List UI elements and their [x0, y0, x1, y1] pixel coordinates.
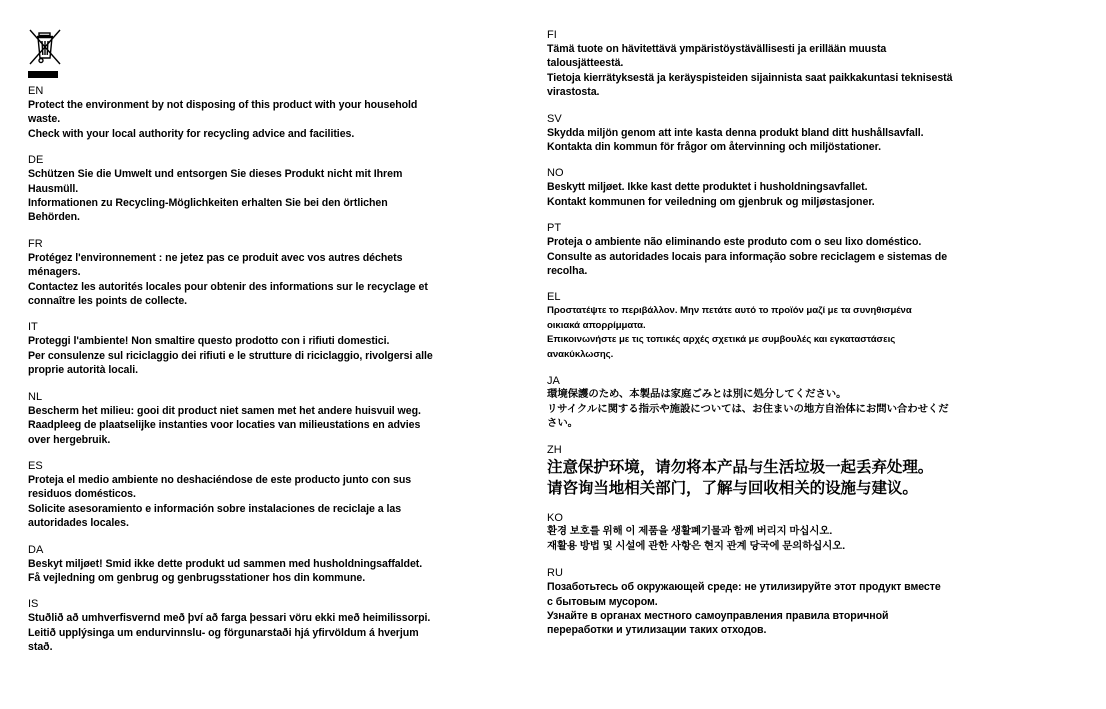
notice-text-line: Bescherm het milieu: gooi dit product niet samen met het andere huisvuil weg. — [28, 404, 421, 417]
crossed-out-wheelie-bin-icon — [28, 28, 62, 82]
language-section-de — [28, 153, 498, 225]
notice-text-line: autoridades locales. — [28, 517, 129, 530]
language-section-is — [28, 597, 498, 654]
notice-text-line: 注意保护环境，请勿将本产品与生活垃圾一起丢弃处理。 — [547, 459, 934, 477]
notice-text-line: Leitið upplýsinga um endurvinnslu- og förgunarstaði hjá yfirvöldum á hverjum — [28, 626, 419, 639]
language-code: IS — [28, 598, 39, 611]
language-code: DA — [28, 543, 44, 556]
language-section-pt — [547, 221, 1027, 278]
language-code: EN — [28, 85, 44, 97]
notice-text-line: residuos domésticos. — [28, 488, 136, 501]
language-code: SV — [547, 112, 562, 125]
language-section-fr — [28, 237, 498, 309]
language-code: ZH — [547, 444, 562, 457]
language-section-sv — [547, 112, 1027, 155]
language-code: RU — [547, 567, 563, 580]
notice-text-line: Få vejledning om genbrug og genbrugsstationer hos din kommune. — [28, 571, 366, 584]
language-code: EL — [547, 291, 561, 304]
language-code: JA — [547, 375, 560, 388]
notice-text-line: ανακύκλωσης. — [547, 348, 614, 360]
language-code: FR — [28, 237, 43, 250]
language-code: FI — [547, 29, 557, 41]
notice-text-line: Solicite asesoramiento e información sobre instalaciones de reciclaje a las — [28, 502, 402, 515]
right-column — [547, 28, 1027, 650]
notice-text-line: Consulte as autoridades locais para informação sobre reciclagem e sistemas de — [547, 250, 948, 263]
language-section-es — [28, 459, 498, 531]
notice-text-line: 環境保護のため、本製品は家庭ごみとは別に処分してください。 — [547, 389, 847, 401]
language-section-nl — [28, 390, 498, 447]
notice-text-line: over hergebruik. — [28, 433, 111, 446]
notice-text-line: 재활용 방법 및 시설에 관한 사항은 현지 관계 당국에 문의하십시오. — [547, 540, 846, 552]
notice-text-line: recolha. — [547, 265, 588, 278]
notice-text-line: Informationen zu Recycling-Möglichkeiten erhalten Sie bei den örtlichen — [28, 197, 388, 210]
language-section-el — [547, 290, 1027, 362]
notice-text-line: Kontakt kommunen for veiledning om gjenbruk og miljøstasjoner. — [547, 195, 875, 208]
language-section-en — [28, 84, 498, 141]
notice-text-line: Tämä tuote on hävitettävä ympäristöystävällisesti ja erillään muusta — [547, 43, 887, 55]
notice-text-line: Protégez l'environnement : ne jetez pas ce produit avec vos autres déchets — [28, 251, 403, 264]
language-section-no — [547, 166, 1027, 209]
notice-text-line: talousjätteestä. — [547, 57, 624, 70]
notice-text-line: さい。 — [547, 417, 579, 429]
notice-text-line: Protect the environment by not disposing of this product with your household — [28, 99, 418, 111]
notice-text-line: Позаботьтесь об окружающей среде: не утилизируйте этот продукт вместе — [547, 581, 941, 594]
left-sections — [28, 84, 498, 655]
left-column — [28, 28, 498, 667]
notice-text-line: Beskytt miljøet. Ikke kast dette produktet i husholdningsavfallet. — [547, 181, 868, 194]
notice-text-line: Skydda miljön genom att inte kasta denna produkt bland ditt hushållsavfall. — [547, 126, 924, 139]
notice-text-line: connaître les points de collecte. — [28, 295, 188, 308]
notice-text-line: waste. — [28, 113, 61, 126]
notice-text-line: Узнайте в органах местного самоуправления правила вторичной — [547, 609, 889, 622]
notice-text-line: Per consulenze sul riciclaggio dei rifiuti e le strutture di riciclaggio, rivolgersi alle — [28, 349, 433, 362]
language-section-it — [28, 320, 498, 377]
notice-text-line: с бытовым мусором. — [547, 595, 658, 608]
notice-text-line: Check with your local authority for recycling advice and facilities. — [28, 127, 355, 140]
language-code: ES — [28, 459, 43, 472]
notice-text-line: 请咨询当地相关部门，了解与回收相关的设施与建议。 — [547, 480, 918, 498]
language-section-ja — [547, 374, 1027, 431]
notice-text-line: Hausmüll. — [28, 182, 79, 195]
notice-text-line: Contactez les autorités locales pour obtenir des informations sur le recyclage et — [28, 280, 428, 293]
notice-text-line: 환경 보호를 위해 이 제품을 생활폐기물과 함께 버리지 마십시오. — [547, 526, 833, 538]
notice-text-line: Behörden. — [28, 211, 80, 224]
notice-text-line: Proteja el medio ambiente no deshaciéndose de este producto junto con sus — [28, 473, 412, 486]
language-code: KO — [547, 512, 563, 525]
notice-text-line: переработки и утилизации таких отходов. — [547, 624, 767, 637]
notice-text-line: Επικοινωνήστε με τις τοπικές αρχές σχετικά με συμβουλές και εγκαταστάσεις — [547, 334, 896, 346]
language-code: NL — [28, 390, 43, 403]
notice-text-line: リサイクルに関する指示や施設については、お住まいの地方自治体にお問い合わせくだ — [547, 403, 949, 415]
language-section-ko — [547, 511, 1027, 554]
language-section-fi — [547, 28, 1027, 100]
notice-text-line: ménagers. — [28, 266, 81, 279]
notice-text-line: Προστατέψτε το περιβάλλον. Μην πετάτε αυτό το προϊόν μαζί με τα συνηθισμένα — [547, 305, 912, 317]
notice-text-line: virastosta. — [547, 86, 600, 99]
notice-text-line: Raadpleeg de plaatselijke instanties voor locaties van milieustations en advies — [28, 419, 421, 432]
language-section-zh — [547, 443, 1027, 499]
notice-text-line: proprie autorità locali. — [28, 364, 139, 377]
notice-text-line: Proteja o ambiente não eliminando este produto com o seu lixo doméstico. — [547, 236, 922, 249]
notice-text-line: Beskyt miljøet! Smid ikke dette produkt ud sammen med husholdningsaffaldet. — [28, 557, 423, 570]
notice-text-line: Stuðlið að umhverfisvernd með því að farga þessari vöru ekki með heimilissorpi. — [28, 612, 431, 625]
notice-text-line: Tietoja kierrätyksestä ja keräyspisteiden sijainnista saat paikkakuntasi teknisestä — [547, 71, 953, 84]
notice-text-line: Schützen Sie die Umwelt und entsorgen Sie dieses Produkt nicht mit Ihrem — [28, 168, 403, 181]
notice-text-line: οικιακά απορρίμματα. — [547, 319, 646, 331]
notice-text-line: Proteggi l'ambiente! Non smaltire questo prodotto con i rifiuti domestici. — [28, 335, 390, 348]
language-code: DE — [28, 154, 44, 167]
notice-text-line: stað. — [28, 641, 53, 654]
language-code: IT — [28, 321, 38, 334]
language-code: NO — [547, 167, 564, 180]
language-section-ru — [547, 566, 1027, 638]
notice-text-line: Kontakta din kommun för frågor om återvinning och miljöstationer. — [547, 141, 882, 154]
language-section-da — [28, 543, 498, 586]
language-code: PT — [547, 222, 562, 235]
right-sections — [547, 28, 1027, 638]
